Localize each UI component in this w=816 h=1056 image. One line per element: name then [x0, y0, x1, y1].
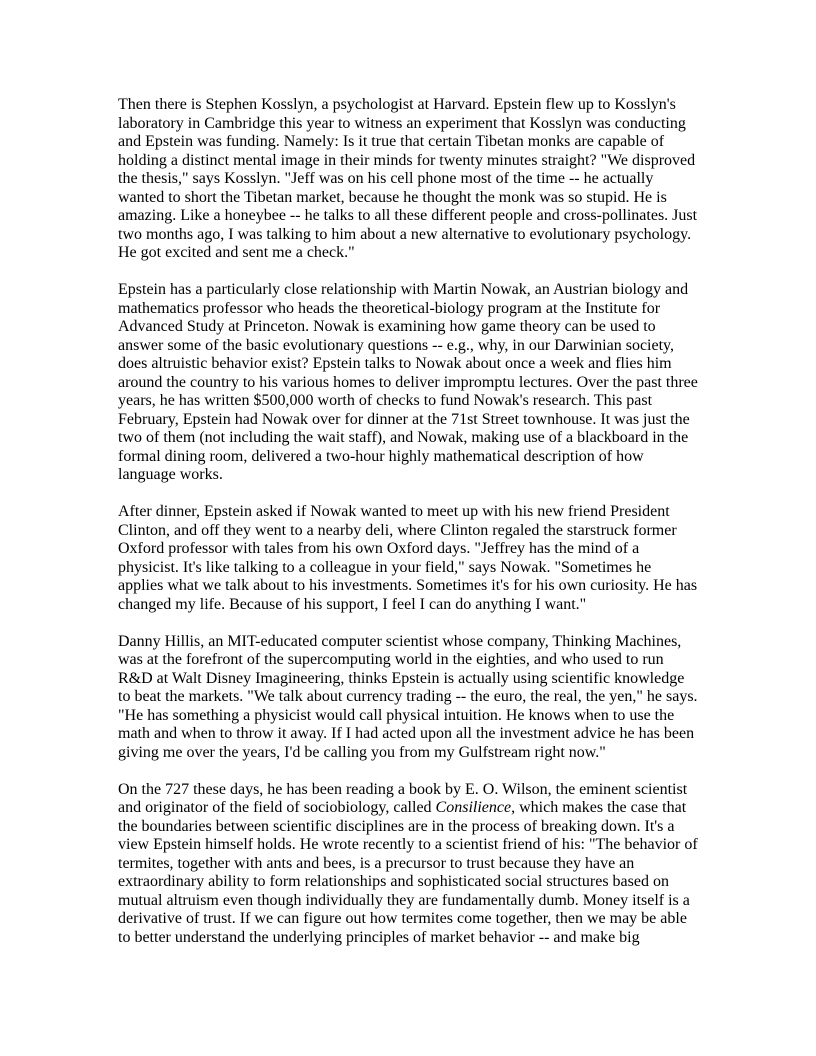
paragraph-consilience-text-tail: , which makes the case that the boundaries between scientific disciplines are in the process of breaking down. It's a view Epstein himself holds. He wrote recently to a scientist friend of his: "The behavior of termites, together with ants and bees, is a precursor to trust because they have an extraordinary ability to form relationships and sophisticated social structures based on mutual altruism even though individually they are fundamentally dumb. Money itself is a derivative of trust. If we can figure out how termites come together, then we may be able to better understand the underlying principles of market behavior -- and make big: [118, 799, 698, 946]
paragraph-clinton-deli-text: After dinner, Epstein asked if Nowak wanted to meet up with his new friend President Clinton, and off they went to a nearby deli, where Clinton regaled the starstruck former Oxford professor with tales from his own Oxford days. "Jeffrey has the mind of a physicist. It's like talking to a colleague in your field," says Nowak. "Sometimes he applies what we talk about to his investments. Sometimes it's for his own curiosity. He has changed my life. Because of his support, I feel I can do anything I want.": [118, 503, 698, 613]
paragraph-danny-hillis-text: Danny Hillis, an MIT-educated computer scientist whose company, Thinking Machines, was at the forefront of the supercomputing world in the eighties, and who used to run R&D at Walt Disney Imagineering, thinks Epstein is actually using scientific knowledge to beat the markets. "We talk about currency trading -- the euro, the real, the yen," he says. "He has something a physicist would call physical intuition. He knows when to use the math and when to throw it away. If I had acted upon all the investment advice he has been giving me over the years, I'd be calling you from my Gulfstream right now.": [118, 632, 698, 761]
paragraph-danny-hillis: [118, 633, 698, 763]
article-body: [118, 96, 698, 966]
paragraph-consilience-text-lead: On the 727 these days, he has been reading a book by E. O. Wilson, the eminent scientist and originator of the field of sociobiology, called: [118, 780, 688, 816]
paragraph-consilience: [118, 781, 698, 948]
paragraph-kosslyn: [118, 96, 698, 263]
paragraph-kosslyn-text: Then there is Stephen Kosslyn, a psychologist at Harvard. Epstein flew up to Kosslyn's laboratory in Cambridge this year to witness an experiment that Kosslyn was conducting and Epstein was funding. Namely: Is it true that certain Tibetan monks are capable of holding a distinct mental image in their minds for twenty minutes straight? "We disproved the thesis," says Kosslyn. "Jeff was on his cell phone most of the time -- he actually wanted to short the Tibetan market, because he thought the monk was so stupid. He is amazing. Like a honeybee -- he talks to all these different people and cross-pollinates. Just two months ago, I was talking to him about a new alternative to evolutionary psychology. He got excited and sent me a check.": [118, 96, 698, 261]
book-title-consilience: Consilience: [435, 799, 512, 816]
paragraph-nowak: [118, 281, 698, 485]
paragraph-nowak-text: Epstein has a particularly close relationship with Martin Nowak, an Austrian biology and mathematics professor who heads the theoretical-biology program at the Institute for Advanced Study at Princeton. Nowak is examining how game theory can be used to answer some of the basic evolutionary questions -- e.g., why, in our Darwinian society, does altruistic behavior exist? Epstein talks to Nowak about once a week and flies him around the country to his various homes to deliver impromptu lectures. Over the past three years, he has written $500,000 worth of checks to fund Nowak's research. This past February, Epstein had Nowak over for dinner at the 71st Street townhouse. It was just the two of them (not including the wait staff), and Nowak, making use of a blackboard in the formal dining room, delivered a two-hour highly mathematical description of how language works.: [118, 281, 698, 483]
paragraph-clinton-deli: [118, 503, 698, 614]
